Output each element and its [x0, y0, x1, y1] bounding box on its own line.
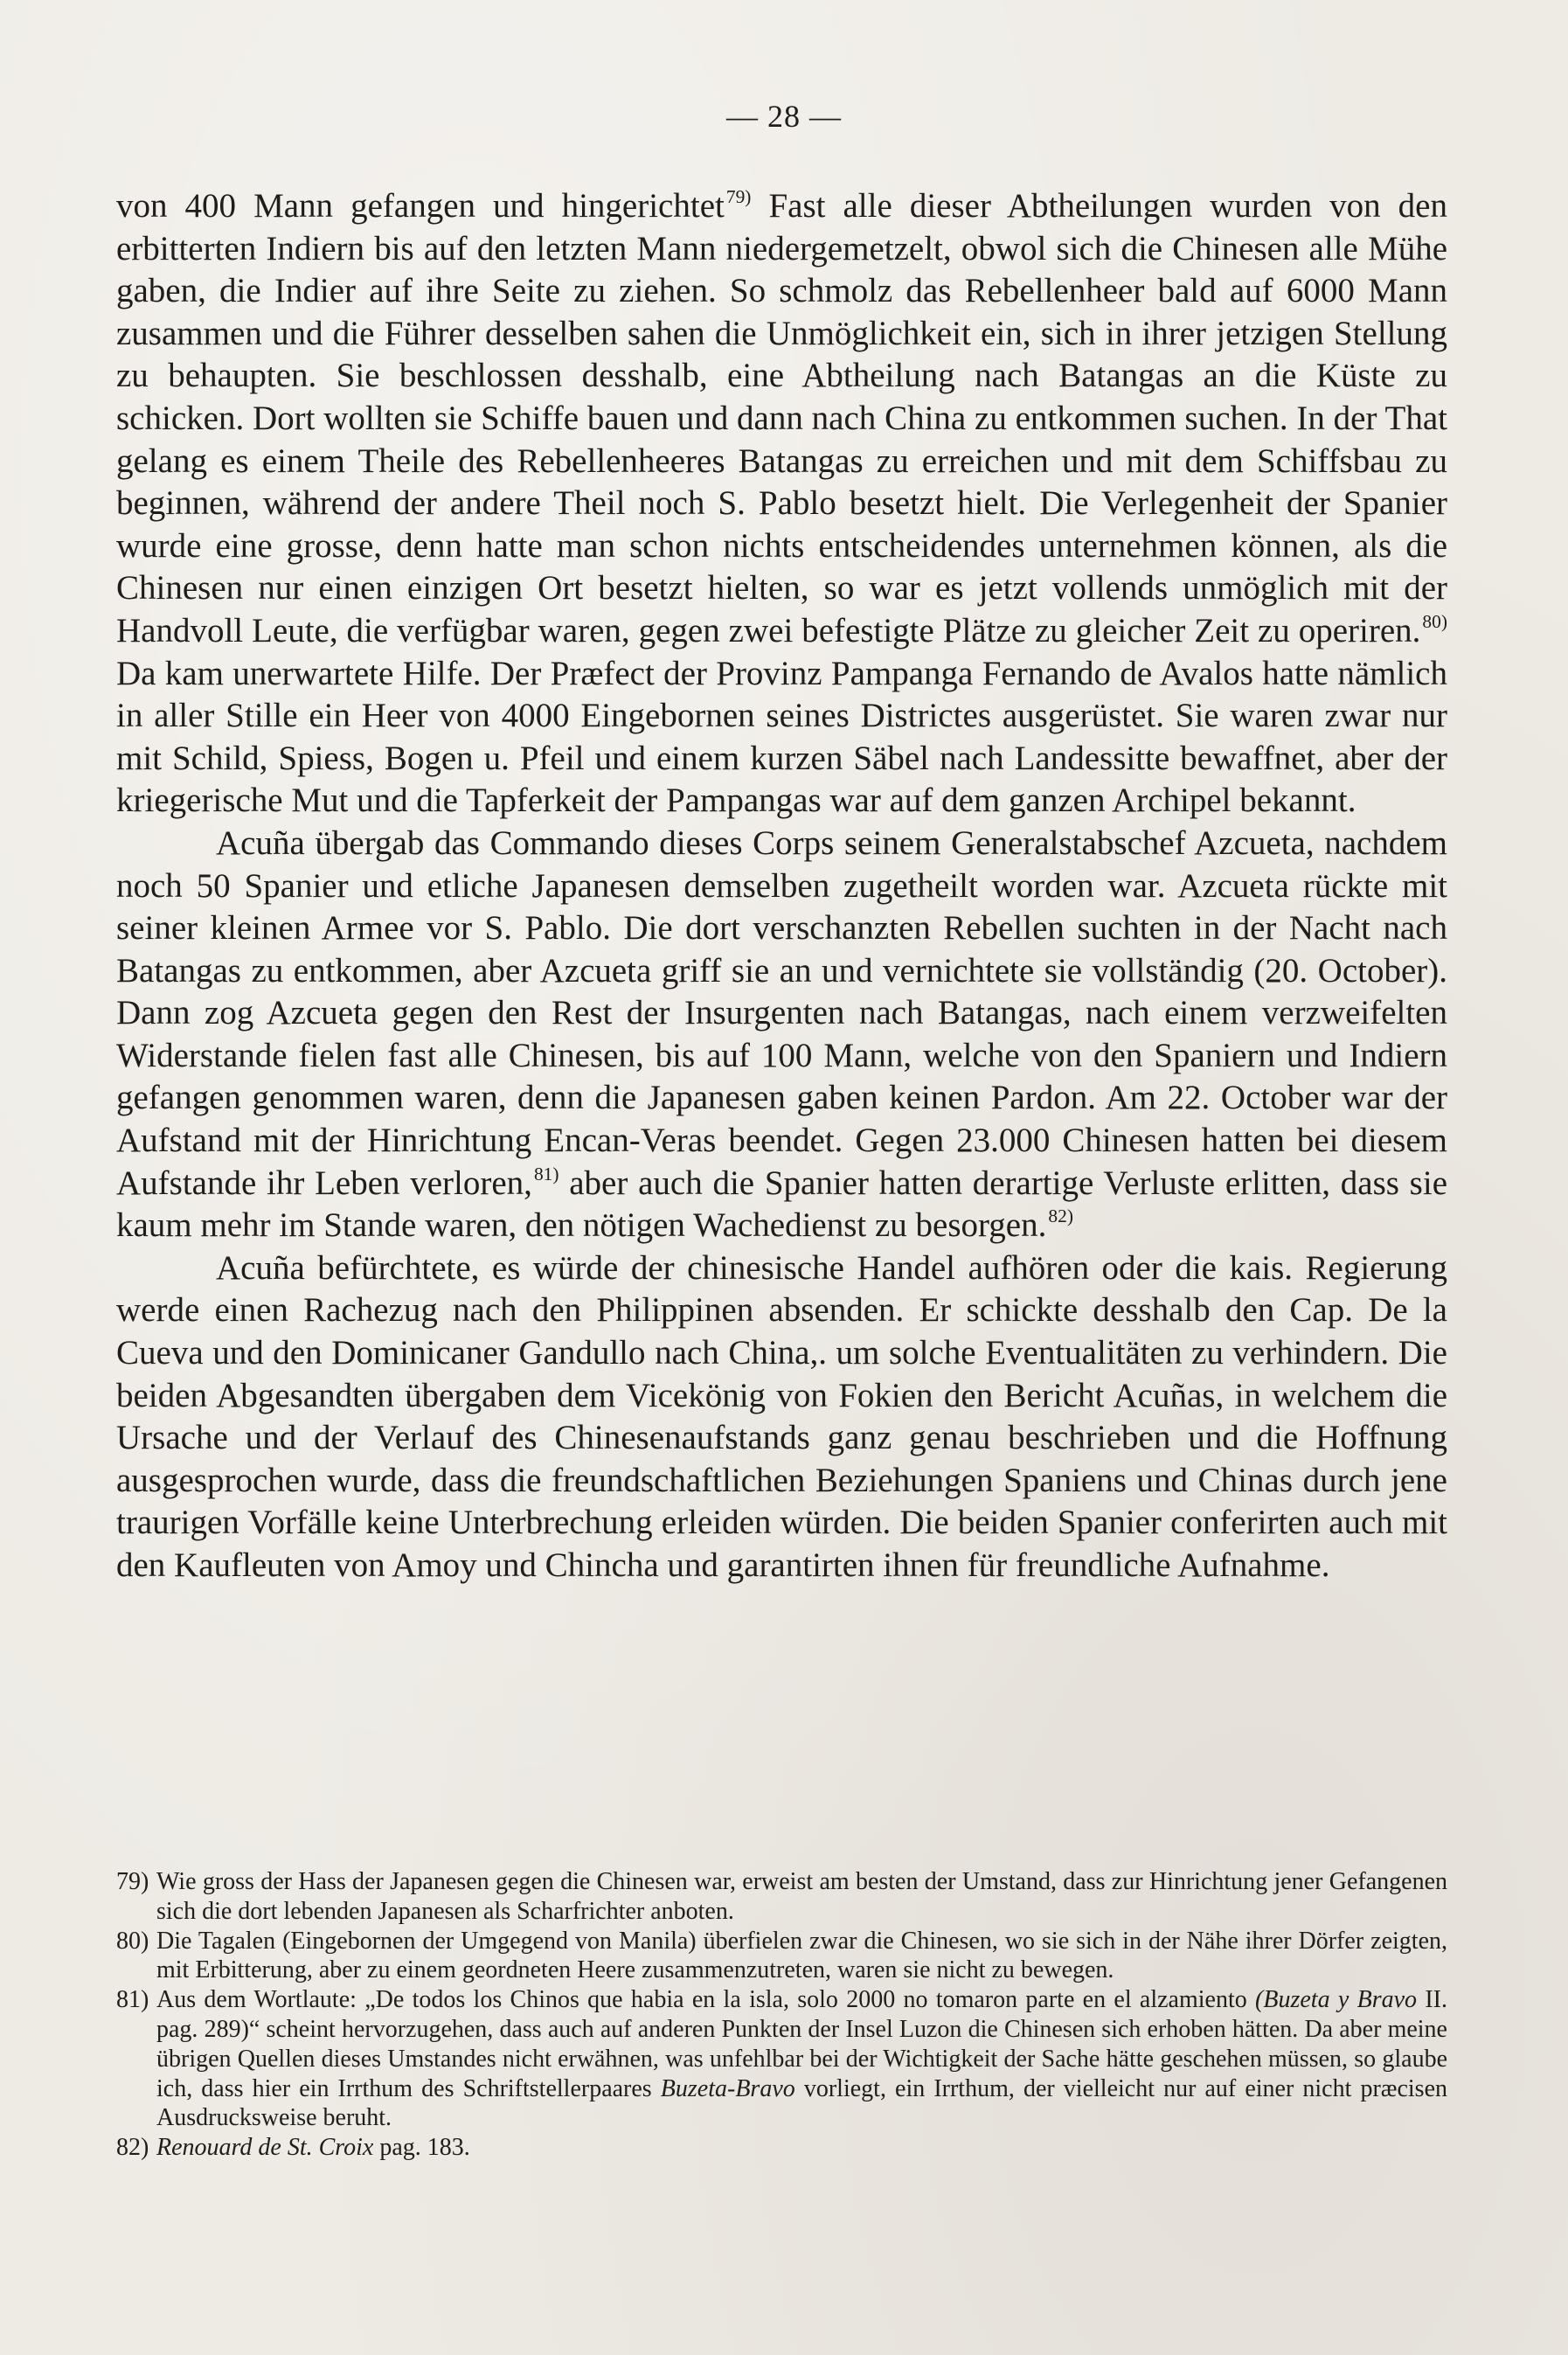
footnote-marker: 82): [116, 2134, 149, 2162]
text-run: Acuña befürchtete, es würde der chinesische Handel aufhören oder die kais. Regierung werde einen Rachezug nach den Philippinen absenden. Er schickte desshalb den Cap. De la Cueva und den Dominicaner Gandullo nach China,. um solche Eventualitäten zu verhindern. Die beiden Abgesandten übergaben dem Vicekönig von Fokien den Bericht Acuñas, in welchem die Ursache und der Verlauf des Chinesenaufstands ganz genau beschrieben und die Hoffnung ausgesprochen wurde, dass die freundschaftlichen Beziehungen Spaniens und Chinas durch jene traurigen Vorfälle keine Unterbrechung erleiden würden. Die beiden Spanier conferirten auch mit den Kaufleuten von Amoy und Chincha und garantirten ihnen für freundliche Aufnahme.: [116, 1248, 1447, 1584]
paragraph: [116, 823, 1447, 1247]
text-run: Wie gross der Hass der Japanesen gegen die Chinesen war, erweist am besten der Umstand, dass zur Hinrichtung jener Gefangenen sich die dort lebenden Japanesen als Scharfrichter anboten.: [156, 1868, 1447, 1925]
footnote-marker: 81): [116, 1986, 149, 2014]
text-run: von 400 Mann gefangen und hingerichtet: [116, 187, 725, 225]
footnote-text: [156, 1927, 1447, 1986]
italic-text: Buzeta-Bravo: [660, 2074, 795, 2102]
text-run: Die Tagalen (Eingebornen der Umgegend von Manila) überfielen zwar die Chinesen, wo sie sich in der Nähe ihrer Dörfer zeigten, mit Erbitterung, aber zu einem geordneten Heere zusammenzutreten, waren sie nicht zu bewegen.: [156, 1927, 1447, 1984]
text-run: Aus dem Wortlaute: „De todos los Chinos que habia en la isla, solo 2000 no tomaron parte en el alzamiento: [156, 1986, 1256, 2014]
footnotes: [116, 1867, 1447, 2163]
footnote-reference: 81): [533, 1163, 559, 1184]
text-run: aber auch die Spanier hatten derartige Verluste erlitten, dass sie kaum mehr im Stande waren, den nötigen Wachedienst zu besorgen.: [116, 1164, 1447, 1245]
paragraph: [116, 1247, 1447, 1587]
text-run: Acuña übergab das Commando dieses Corps seinem Generalstabschef Azcueta, nachdem noch 50 Spanier und etliche Japanesen demselben zugetheilt worden war. Azcueta rückte mit seiner kleinen Armee vor S. Pablo. Die dort verschanzten Rebellen suchten in der Nacht nach Batangas zu entkommen, aber Azcueta griff sie an und vernichtete sie vollständig (20. October). Dann zog Azcueta gegen den Rest der Insurgenten nach Batangas, nach einem verzweifelten Widerstande fielen fast alle Chinesen, bis auf 100 Mann, welche von den Spaniern und Indiern gefangen genommen waren, denn die Japanesen gaben keinen Pardon. Am 22. October war der Aufstand mit der Hinrichtung Encan-Veras beendet. Gegen 23.000 Chinesen hatten bei diesem Aufstande ihr Leben verloren,: [116, 823, 1447, 1202]
footnote-reference: 82): [1048, 1205, 1073, 1227]
footnote: [116, 1985, 1447, 2133]
footnote-reference: 80): [1422, 610, 1447, 632]
footnote-marker: 79): [116, 1868, 149, 1895]
footnote-marker: 80): [116, 1927, 149, 1955]
italic-text: Renouard de St. Croix: [156, 2134, 374, 2162]
footnote-reference: 79): [725, 185, 752, 207]
text-run: Da kam unerwartete Hilfe. Der Præfect der Provinz Pampanga Fernando de Avalos hatte nämlich in aller Stille ein Heer von 4000 Eingebornen seines Districtes ausgerüstet. Sie waren zwar nur mit Schild, Spiess, Bogen u. Pfeil und einem kurzen Säbel nach Landessitte bewaffnet, aber der kriegerische Mut und die Tapferkeit der Pampangas war auf dem ganzen Archipel bekannt.: [116, 654, 1447, 820]
italic-text: (Buzeta y Bravo: [1255, 1986, 1418, 2014]
footnote: [116, 1927, 1447, 1986]
footnote-text: [156, 1985, 1447, 2133]
body-text: [116, 185, 1447, 1587]
paragraph: [116, 185, 1447, 823]
text-run: II. pag. 289)“ scheint hervorzugehen, dass auch auf anderen Punkten der Insel Luzon die Chinesen sich erhoben hätten. Da aber meine übrigen Quellen dieses Umstandes nicht erwähnen, was unfehlbar bei der Wichtigkeit der Sache hätte geschehen müssen, so glaube ich, dass hier ein Irrthum des Schriftstellerpaares: [156, 1986, 1447, 2102]
footnote: [116, 2133, 1447, 2163]
page-number: — 28 —: [726, 99, 842, 134]
text-run: vorliegt, ein Irrthum, der vielleicht nur auf einer nicht præcisen Ausdrucksweise beruht.: [156, 2074, 1447, 2132]
text-run: Fast alle dieser Abtheilungen wurden von den erbitterten Indiern bis auf den letzten Mann niedergemetzelt, obwol sich die Chinesen alle Mühe gaben, die Indier auf ihre Seite zu ziehen. So schmolz das Rebellenheer bald auf 6000 Mann zusammen und die Führer desselben sahen die Unmöglichkeit ein, sich in ihrer jetzigen Stellung zu behaupten. Sie beschlossen desshalb, eine Abtheilung nach Batangas an die Küste zu schicken. Dort wollten sie Schiffe bauen und dann nach China zu entkommen suchen. In der That gelang es einem Theile des Rebellenheeres Batangas zu erreichen und mit dem Schiffsbau zu beginnen, während der andere Theil noch S. Pablo besetzt hielt. Die Verlegenheit der Spanier wurde eine grosse, denn hatte man schon nichts entscheidendes unternehmen können, als die Chinesen nur einen einzigen Ort besetzt hielten, so war es jetzt vollends unmöglich mit der Handvoll Leute, die verfügbar waren, gegen zwei befestigte Plätze zu gleicher Zeit zu operiren.: [116, 187, 1447, 650]
footnote-text: [156, 1867, 1447, 1927]
footnote: [116, 1867, 1447, 1927]
text-run: pag. 183.: [373, 2134, 470, 2162]
footnote-text: [156, 2133, 1447, 2163]
